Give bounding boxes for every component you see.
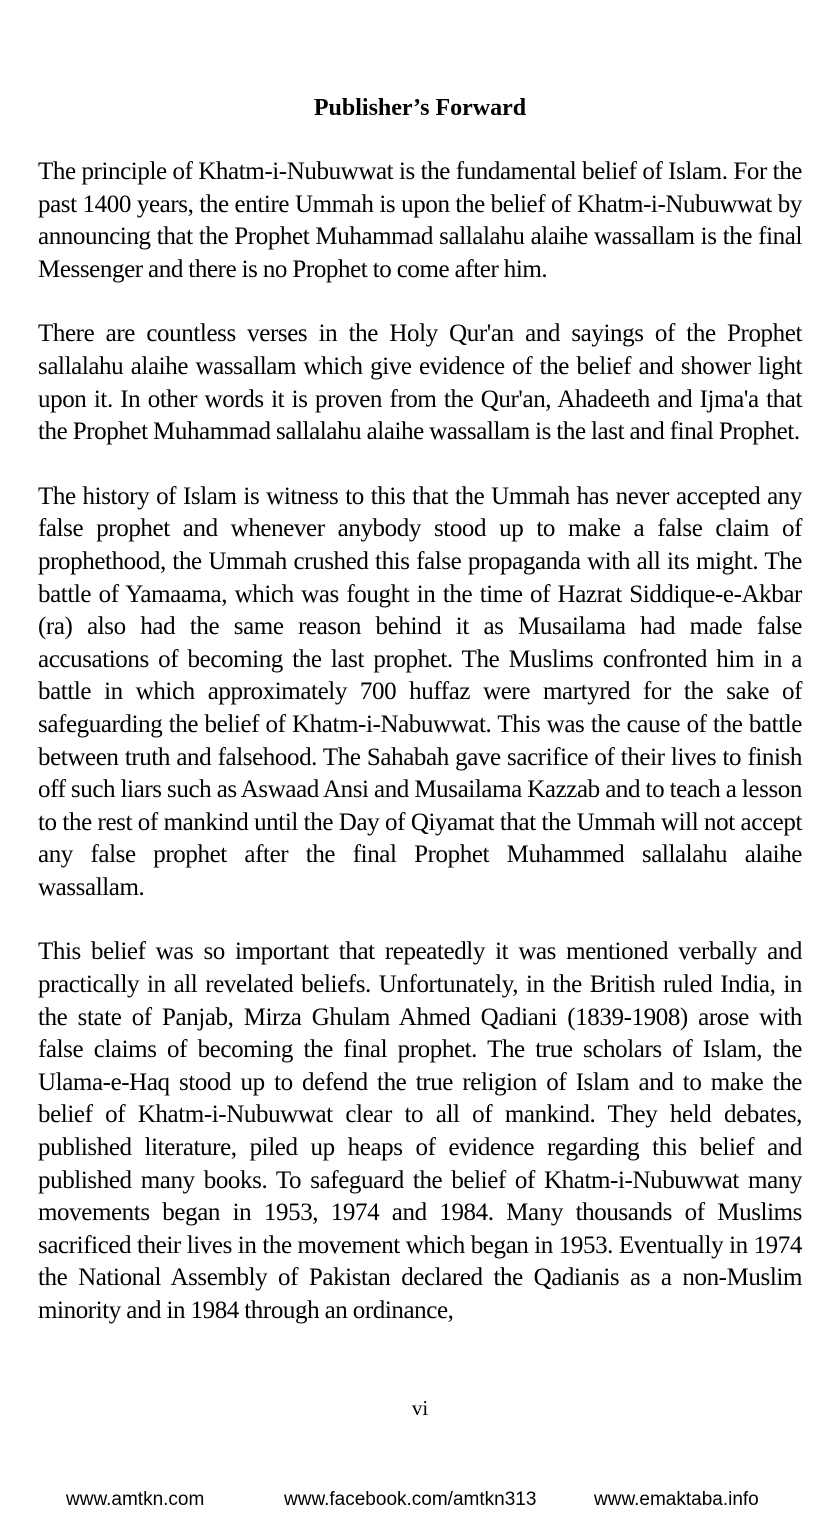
document-body [38, 156, 802, 1360]
footer-link-website: www.amtkn.com [66, 1489, 205, 1510]
footer [0, 1486, 840, 1516]
paragraph: This belief was so important that repeatedly it was mentioned verbally and practically in all revelated beliefs. Unfortunately, in the British ruled India, in the state of Panjab, Mirza Ghulam Ahmed Qadiani (1839-1908) arose with false claims of becoming the final prophet. The true scholars of Islam, the Ulama-e-Haq stood up to defend the true religion of Islam and to make the belief of Khatm-i-Nubuwwat clear to all of mankind. They held debates, published literature, piled up heaps of evidence regarding this belief and published many books. To safeguard the belief of Khatm-i-Nubuwwat many movements began in 1953, 1974 and 1984. Many thousands of Muslims sacrificed their lives in the movement which began in 1953. Eventually in 1974 the National Assembly of Pakistan declared the Qadianis as a non-Muslim minority and in 1984 through an ordinance, [38, 938, 802, 1324]
page-title: Publisher’s Forward [313, 95, 527, 121]
footer-link-emaktaba: www.emaktaba.info [594, 1489, 759, 1510]
paragraph: The history of Islam is witness to this that the Ummah has never accepted any false prophet and whenever anybody stood up to make a false claim of prophethood, the Ummah crushed this false propaganda with all its might. The battle of Yamaama, which was fought in the time of Hazrat Siddique-e-Akbar (ra) also had the same reason behind it as Musailama had made false accusations of becoming the last prophet. The Muslims confronted him in a battle in which approximately 700 huffaz were martyred for the sake of safeguarding the belief of Khatm-i-Nabuwwat. This was the cause of the battle between truth and falsehood. The Sahabah gave sacrifice of their lives to finish off such liars such as Aswaad Ansi and Musailama Kazzab and to teach a lesson to the rest of mankind until the Day of Qiyamat that the Ummah will not accept any false prophet after the final Prophet Muhammed sallalahu alaihe wassallam. [38, 482, 802, 901]
paragraph: There are countless verses in the Holy Qur'an and sayings of the Prophet sallalahu alaihe wassallam which give evidence of the belief and shower light upon it. In other words it is proven from the Qur'an, Ahadeeth and Ijma'a that the Prophet Muhammad sallalahu alaihe wassallam is the last and final Prophet. [38, 320, 802, 446]
paragraph: The principle of Khatm-i-Nubuwwat is the fundamental belief of Islam. For the past 1400 years, the entire Ummah is upon the belief of Khatm-i-Nubuwwat by announcing that the Prophet Muhammad sallalahu alaihe wassallam is the final Messenger and there is no Prophet to come after him. [38, 158, 802, 283]
footer-link-facebook: www.facebook.com/amtkn313 [284, 1489, 537, 1510]
page-number: vi [411, 1396, 429, 1420]
